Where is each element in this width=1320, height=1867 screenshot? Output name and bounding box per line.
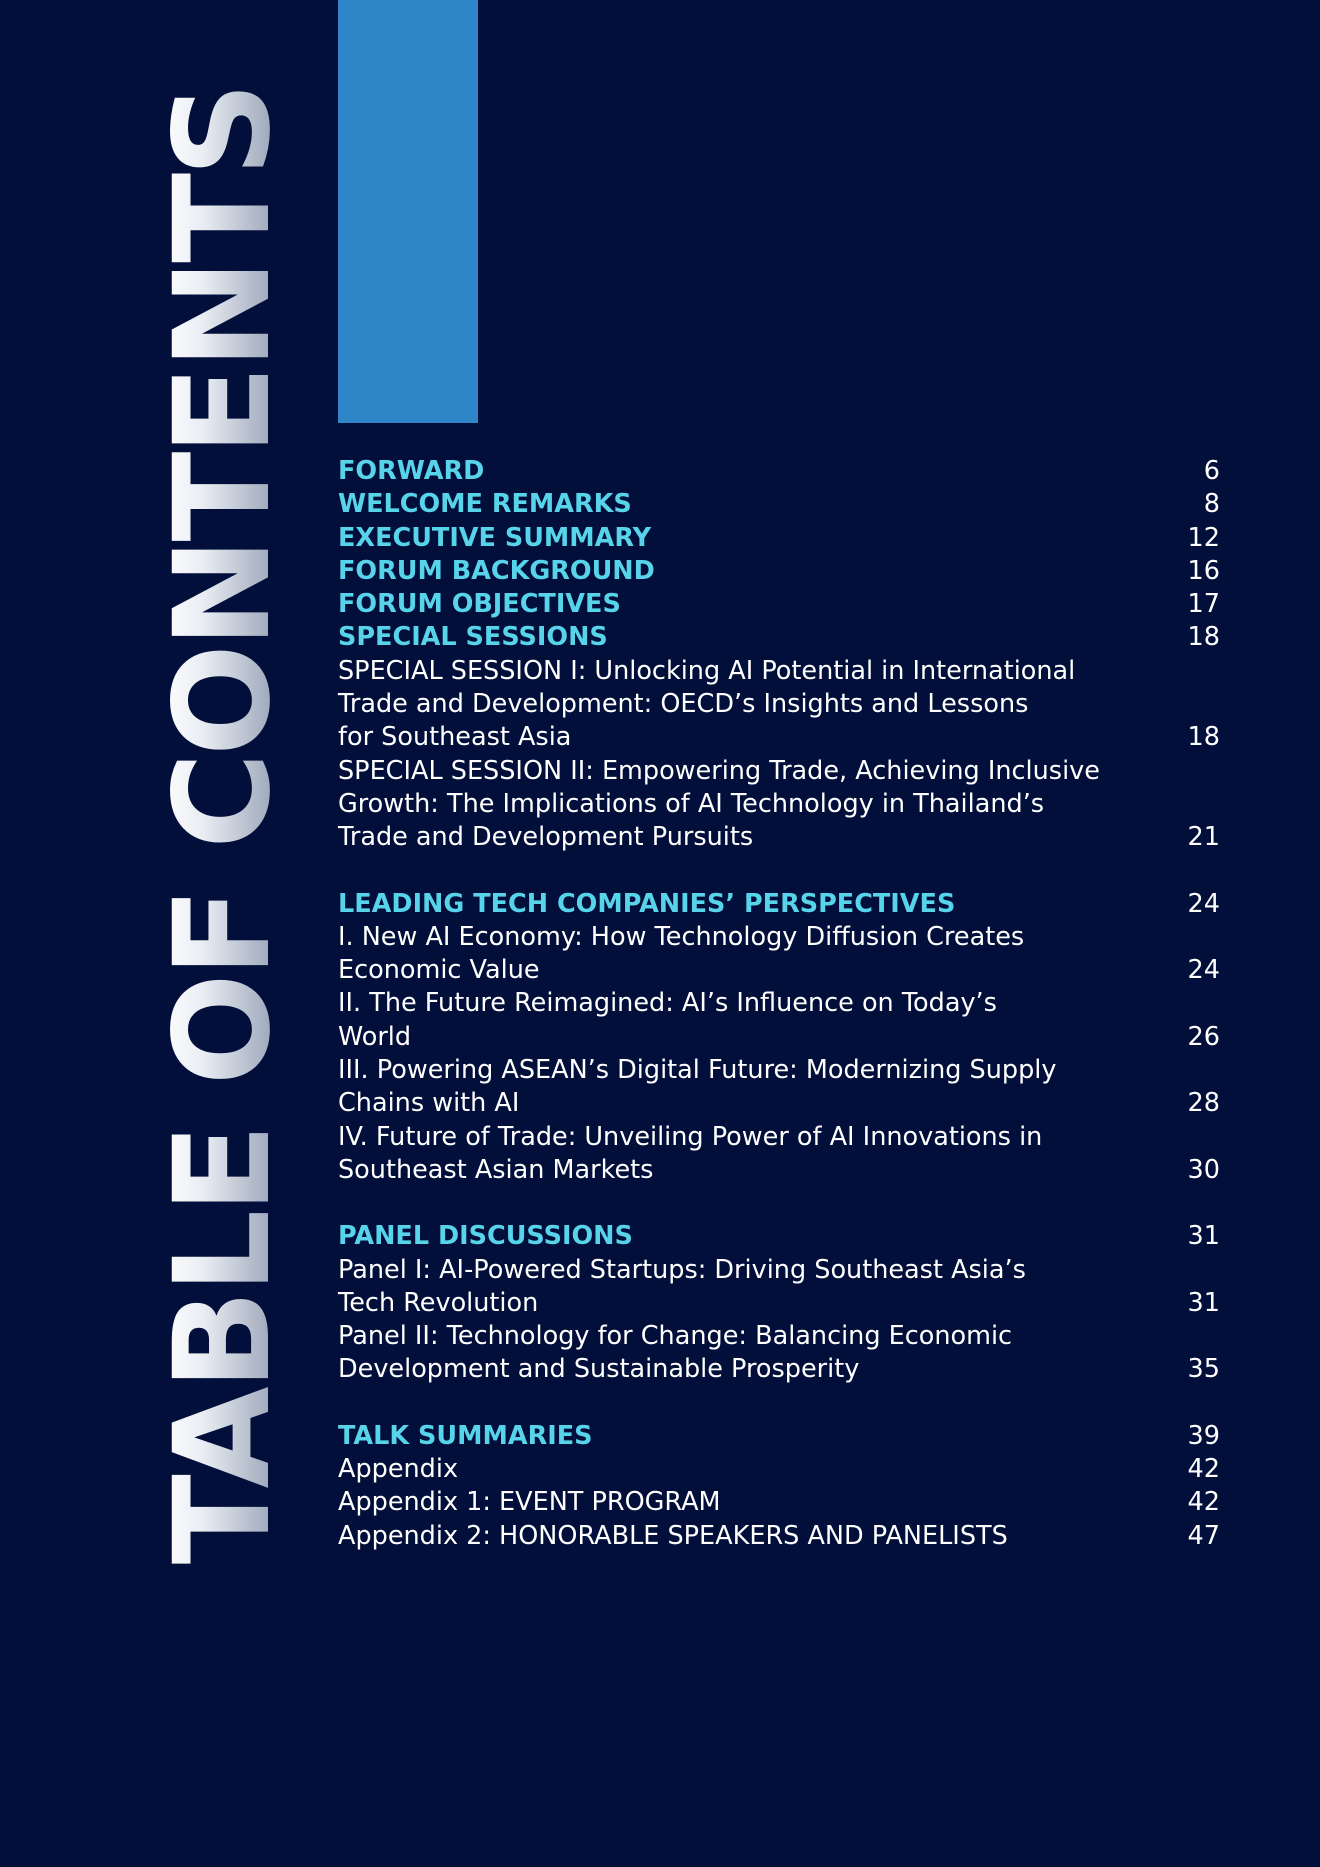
toc-entry-page: 31 bbox=[1187, 1221, 1220, 1252]
toc-entry-title: I. New AI Economy: How Technology Diffusion Creates Economic Value bbox=[338, 921, 1025, 986]
toc-entry-new-ai-economy[interactable] bbox=[338, 921, 1220, 988]
toc-entry-panel-2[interactable] bbox=[338, 1320, 1220, 1387]
toc-entry-page: 24 bbox=[1187, 955, 1220, 986]
toc-entry-page: 16 bbox=[1187, 555, 1220, 586]
toc-entry-page: 8 bbox=[1203, 489, 1220, 520]
toc-entry-page: 42 bbox=[1187, 1454, 1220, 1485]
toc-entry-page: 30 bbox=[1187, 1154, 1220, 1185]
toc-entry-forum-objectives[interactable] bbox=[338, 588, 1220, 621]
toc-entry-title: WELCOME REMARKS bbox=[338, 489, 632, 520]
toc-entry-future-reimagined[interactable] bbox=[338, 987, 1220, 1054]
toc-entry-page: 6 bbox=[1203, 456, 1220, 486]
toc-entry-title: III. Powering ASEAN’s Digital Future: Modernizing Supply Chains with AI bbox=[338, 1055, 1057, 1119]
toc-entry-page: 28 bbox=[1187, 1088, 1220, 1119]
toc-entry-executive-summary[interactable] bbox=[338, 522, 1220, 555]
toc-entry-page: 12 bbox=[1187, 522, 1220, 553]
toc-entry-title: Panel I: AI-Powered Startups: Driving Southeast Asia’s Tech Revolution bbox=[338, 1254, 1026, 1318]
section-spacer bbox=[338, 1387, 1220, 1420]
toc-entry-title: TALK SUMMARIES bbox=[338, 1420, 593, 1451]
toc-entry-page: 42 bbox=[1187, 1487, 1220, 1518]
toc-entry-special-sessions[interactable] bbox=[338, 621, 1220, 654]
table-of-contents bbox=[338, 455, 1220, 1553]
toc-entry-forward[interactable] bbox=[338, 455, 1220, 488]
toc-entry-forum-background[interactable] bbox=[338, 555, 1220, 588]
section-spacer bbox=[338, 855, 1220, 888]
toc-entry-title: II. The Future Reimagined: AI’s Influence on Today’s World bbox=[338, 988, 997, 1052]
toc-entry-welcome-remarks[interactable] bbox=[338, 488, 1220, 521]
toc-entry-page: 47 bbox=[1187, 1520, 1220, 1551]
toc-entry-special-session-1[interactable] bbox=[338, 655, 1220, 755]
accent-bar bbox=[338, 0, 478, 423]
toc-entry-page: 21 bbox=[1187, 822, 1220, 853]
toc-entry-page: 31 bbox=[1187, 1287, 1220, 1318]
toc-entry-title: Appendix bbox=[338, 1454, 459, 1485]
toc-entry-special-session-2[interactable] bbox=[338, 755, 1220, 855]
toc-entry-title: SPECIAL SESSION I: Unlocking AI Potential in International Trade and Development: OECD’s Insights and Lessons for Southeast Asia bbox=[338, 655, 1076, 753]
toc-entry-powering-asean[interactable] bbox=[338, 1054, 1220, 1121]
section-spacer bbox=[338, 1187, 1220, 1220]
toc-entry-title: FORUM OBJECTIVES bbox=[338, 589, 621, 620]
toc-entry-page: 18 bbox=[1187, 722, 1220, 753]
toc-entry-title: Appendix 2: HONORABLE SPEAKERS AND PANELISTS bbox=[338, 1520, 1008, 1551]
page-title-container bbox=[145, 80, 300, 1570]
toc-entry-title: FORUM BACKGROUND bbox=[338, 555, 655, 586]
toc-entry-leading-tech[interactable] bbox=[338, 888, 1220, 921]
toc-entry-panel-1[interactable] bbox=[338, 1254, 1220, 1321]
toc-entry-page: 35 bbox=[1187, 1354, 1220, 1385]
toc-entry-title: PANEL DISCUSSIONS bbox=[338, 1221, 633, 1252]
toc-entry-future-of-trade[interactable] bbox=[338, 1121, 1220, 1188]
toc-entry-talk-summaries[interactable] bbox=[338, 1420, 1220, 1453]
toc-entry-title: FORWARD bbox=[338, 456, 485, 486]
toc-entry-page: 18 bbox=[1187, 622, 1220, 653]
toc-entry-appendix[interactable] bbox=[338, 1453, 1220, 1486]
toc-entry-page: 39 bbox=[1187, 1420, 1220, 1451]
toc-entry-title: LEADING TECH COMPANIES’ PERSPECTIVES bbox=[338, 888, 956, 919]
toc-entry-title: Appendix 1: EVENT PROGRAM bbox=[338, 1487, 721, 1518]
page-title: TABLE OF CONTENTS bbox=[145, 85, 300, 1565]
toc-entry-page: 26 bbox=[1187, 1021, 1220, 1052]
toc-entry-title: EXECUTIVE SUMMARY bbox=[338, 522, 652, 553]
toc-entry-page: 17 bbox=[1187, 589, 1220, 620]
toc-entry-title: Panel II: Technology for Change: Balancing Economic Development and Sustainable Prosperity bbox=[338, 1321, 1013, 1385]
toc-entry-panel-discussions[interactable] bbox=[338, 1220, 1220, 1253]
toc-entry-appendix-1[interactable] bbox=[338, 1486, 1220, 1519]
toc-entry-appendix-2[interactable] bbox=[338, 1520, 1220, 1553]
toc-entry-page: 24 bbox=[1187, 888, 1220, 919]
toc-entry-title: SPECIAL SESSIONS bbox=[338, 622, 608, 653]
toc-entry-title: SPECIAL SESSION II: Empowering Trade, Achieving Inclusive Growth: The Implications of AI Technology in Thailand’s Trade and Development Pursuits bbox=[338, 755, 1100, 853]
toc-entry-title: IV. Future of Trade: Unveiling Power of AI Innovations in Southeast Asian Markets bbox=[338, 1121, 1043, 1185]
